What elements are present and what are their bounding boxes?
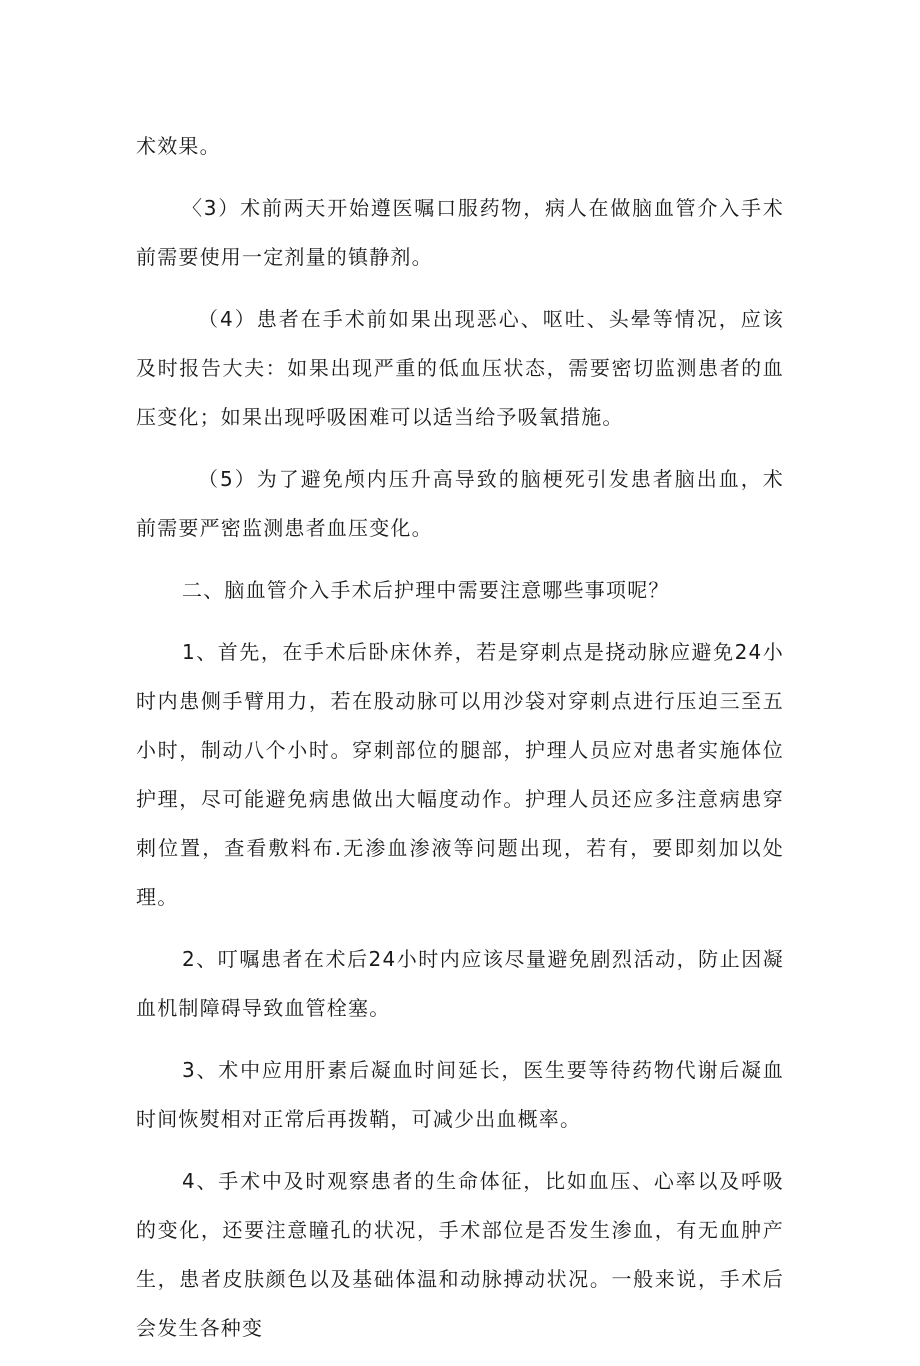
paragraph-item-3: 〈3）术前两天开始遵医嘱口服药物，病人在做脑血管介入手术前需要使用一定剂量的镇静剂。 xyxy=(136,196,784,269)
paragraph-item-4: （4）患者在手术前如果出现恶心、呕吐、头晕等情况，应该及时报告大夫：如果出现严重的低血压状态，需要密切监测患者的血压变化；如果出现呼吸困难可以适当给予吸氧措施。 xyxy=(136,307,784,429)
paragraph-continuation: 术效果。 xyxy=(136,134,221,158)
paragraph-item-5: （5）为了避免颅内压升高导致的脑梗死引发患者脑出血，术前需要严密监测患者血压变化。 xyxy=(136,467,784,540)
paragraph-point-4: 4、手术中及时观察患者的生命体征，比如血压、心率以及呼吸的变化，还要注意瞳孔的状况，手术部位是否发生渗血，有无血肿产生，患者皮肤颜色以及基础体温和动脉搏动状况。一般来说，手术后会发生各种变 xyxy=(136,1169,784,1340)
paragraph-point-1: 1、首先，在手术后卧床休养，若是穿刺点是挠动脉应避免24小时内患侧手臂用力，若在股动脉可以用沙袋对穿刺点进行压迫三至五小时，制动八个小时。穿刺部位的腿部，护理人员应对患者实施体位护理，尽可能避免病患做出大幅度动作。护理人员还应多注意病患穿刺位置，查看敷料布.无渗血渗液等问题出现，若有，要即刻加以处理。 xyxy=(136,640,784,909)
paragraph-point-3: 3、术中应用肝素后凝血时间延长，医生要等待药物代谢后凝血时间恢熨相对正常后再拨鞘，可减少出血概率。 xyxy=(136,1058,784,1131)
section-heading-2: 二、脑血管介入手术后护理中需要注意哪些事项呢？ xyxy=(182,578,670,602)
document-body xyxy=(136,122,784,1366)
paragraph-point-2: 2、叮嘱患者在术后24小时内应该尽量避免剧烈活动，防止因凝血机制障碍导致血管栓塞。 xyxy=(136,947,784,1020)
